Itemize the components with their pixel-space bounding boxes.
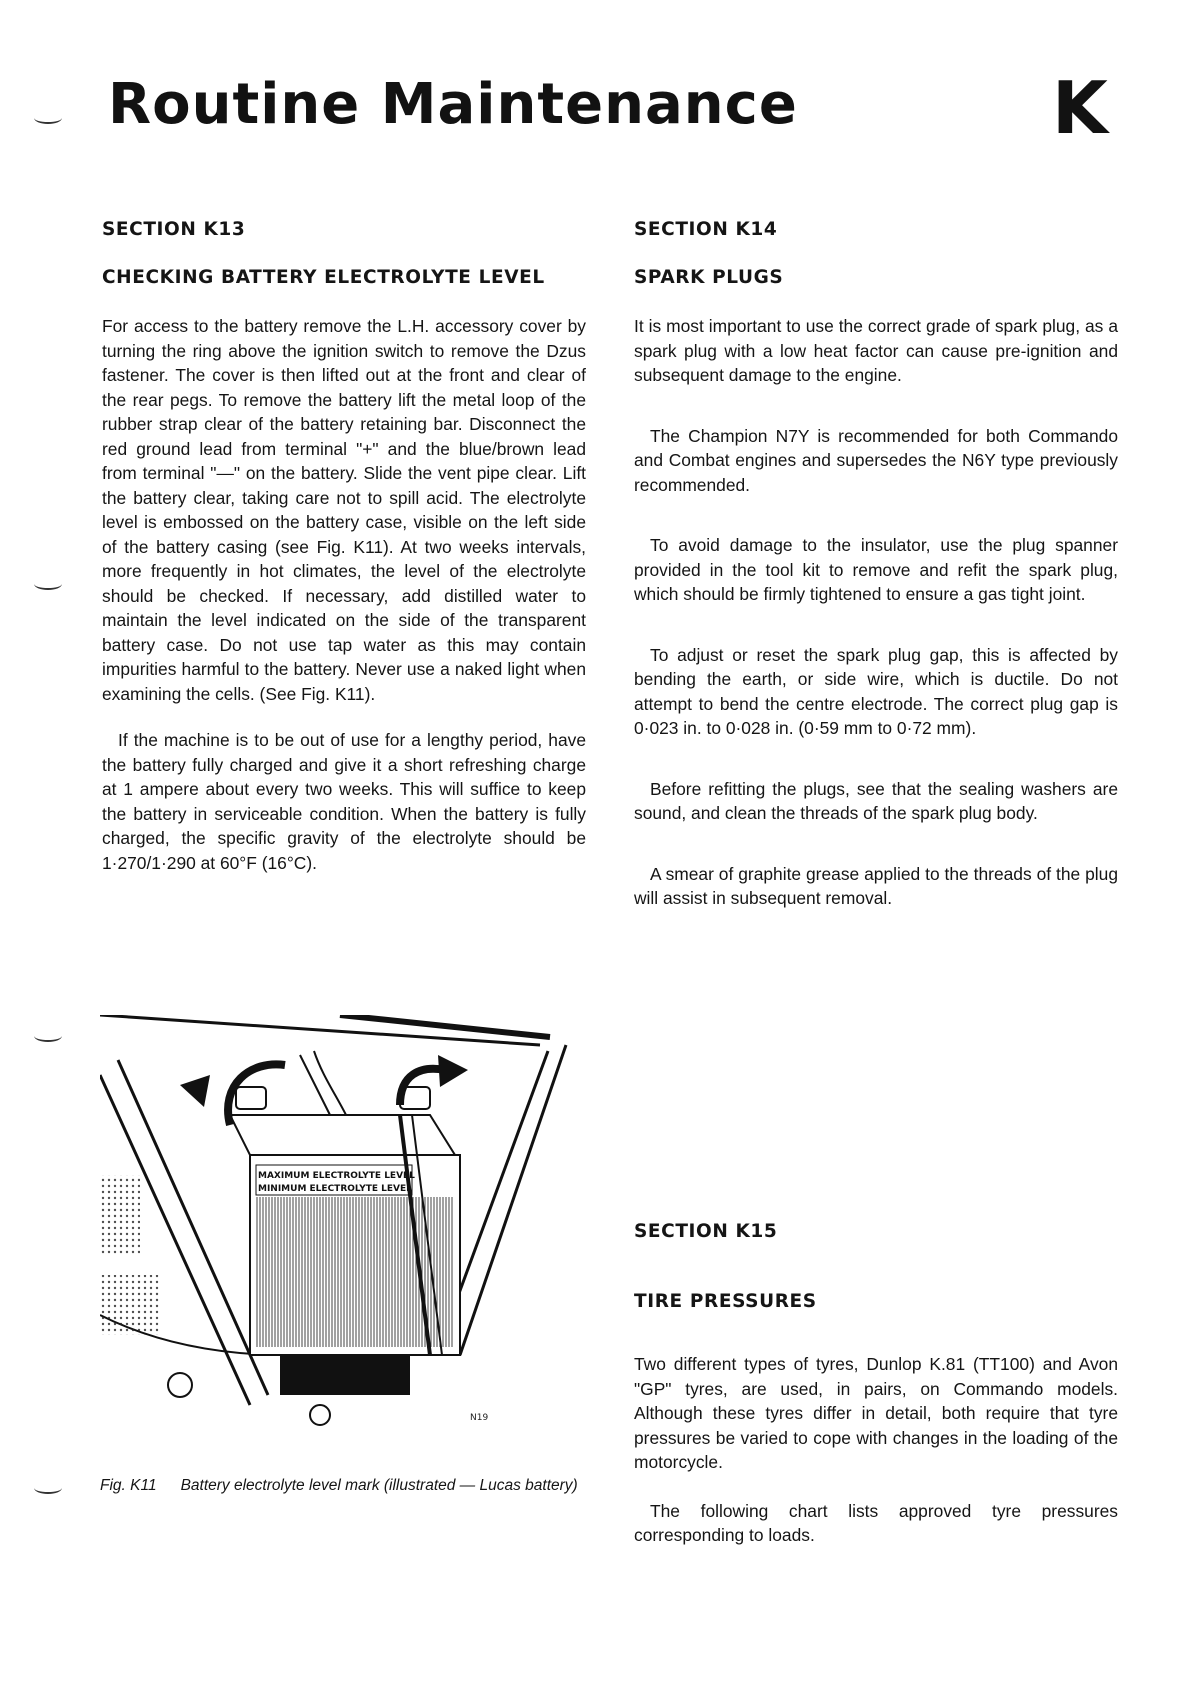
chapter-letter: K — [1052, 66, 1108, 150]
caption-id: Fig. K11 — [100, 1477, 157, 1494]
battery-figure — [100, 1015, 588, 1447]
paragraph: To adjust or reset the spark plug gap, this is affected by bending the earth, or side wire, which is ductile. Do not attempt to bend the centre electrode. The correct plug gap is 0·023 in. to 0·028 in. (0·59 mm to 0·72 mm). — [634, 644, 1118, 738]
page-title: Routine Maintenance — [108, 72, 798, 137]
paragraph: To avoid damage to the insulator, use the plug spanner provided in the tool kit to remove and refit the spark plug, which should be firmly tightened to ensure a gas tight joint. — [634, 535, 1118, 604]
section-label: SECTION K15 — [634, 1221, 778, 1242]
paragraph: Before refitting the plugs, see that the sealing washers are sound, and clean the threads of the spark plug body. — [634, 778, 1118, 823]
section-label: SECTION K13 — [102, 219, 246, 240]
paragraph: A smear of graphite grease applied to the threads of the plug will assist in subsequent removal. — [634, 863, 1118, 908]
caption-text: Battery electrolyte level mark (illustrated — Lucas battery) — [180, 1477, 578, 1494]
paragraph: If the machine is to be out of use for a lengthy period, have the battery fully charged and give it a short refreshing charge at 1 ampere about every two weeks. This will suffice to keep the battery in serviceable condition. When the battery is fully charged, the specific gravity of the electrolyte should be 1·270/1·290 at 60°F (16°C). — [102, 730, 586, 873]
section-k13 — [102, 218, 586, 875]
paragraph: Two different types of tyres, Dunlop K.81 (TT100) and Avon "GP" tyres, are used, in pairs, on Commando models. Although these tyres differ in detail, both require that tyre pressures be varied to cope with changes in the loading of the motorcycle. — [634, 1354, 1118, 1472]
binding-mark — [34, 112, 62, 124]
section-k14 — [634, 218, 1118, 1545]
binding-mark — [34, 1482, 62, 1494]
binding-mark — [34, 1030, 62, 1042]
section-title: TIRE PRESSURES — [634, 1291, 817, 1312]
paragraph: The following chart lists approved tyre pressures corresponding to loads. — [634, 1500, 1118, 1545]
figure-caption — [100, 1475, 590, 1496]
max-level-label: MAXIMUM ELECTROLYTE LEVEL — [258, 1171, 415, 1181]
battery-illustration — [100, 1015, 588, 1447]
binding-mark — [34, 578, 62, 590]
section-label: SECTION K14 — [634, 219, 778, 240]
paragraph: The Champion N7Y is recommended for both Commando and Combat engines and supersedes the N6Y type previously recommended. — [634, 425, 1118, 495]
figure-ref: N19 — [470, 1413, 489, 1423]
section-k15 — [634, 1220, 1118, 1548]
section-title: SPARK PLUGS — [634, 267, 784, 288]
min-level-label: MINIMUM ELECTROLYTE LEVEL — [258, 1184, 412, 1194]
paragraph: For access to the battery remove the L.H. accessory cover by turning the ring above the ignition switch to remove the Dzus fastener. The cover is then lifted out at the front and clear of the rear pegs. To remove the battery lift the metal loop of the rubber strap clear of the battery retaining bar. Disconnect the red ground lead from terminal "+" and the blue/brown lead from terminal "—" on the battery. Slide the vent pipe clear. Lift the battery clear, taking care not to spill acid. The electrolyte level is embossed on the battery case, visible on the left side of the battery casing (see Fig. K11). At two weeks intervals, more frequently in hot climates, the level of the electrolyte should be checked. If necessary, add distilled water to maintain the level indicated on the side of the transparent battery case. Do not use tap water as this may contain impurities harmful to the battery. Never use a naked light when examining the cells. (See Fig. K11). — [102, 316, 586, 704]
paragraph: It is most important to use the correct grade of spark plug, as a spark plug with a low heat factor can cause pre-ignition and subsequent damage to the engine. — [634, 316, 1118, 385]
section-title: CHECKING BATTERY ELECTROLYTE LEVEL — [102, 267, 545, 288]
